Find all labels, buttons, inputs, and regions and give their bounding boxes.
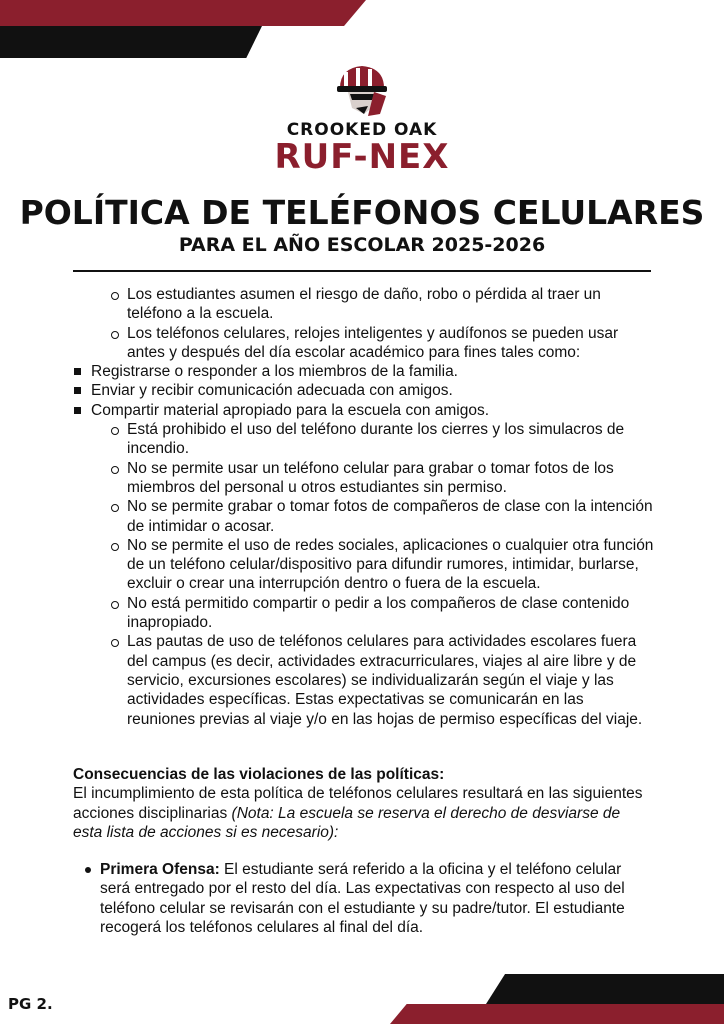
consequences-note: (Nota: La escuela se reserva el derecho de desviarse de esta lista de acciones si es necesario): bbox=[73, 804, 621, 841]
list-item: No está permitido compartir o pedir a los compañeros de clase contenido inapropiado. bbox=[0, 594, 724, 633]
brand-line-2: RUF-NEX bbox=[274, 137, 450, 177]
top-black-band bbox=[0, 26, 262, 58]
circle-bullet-icon bbox=[111, 543, 119, 551]
consequences-heading: Consecuencias de las violaciones de las políticas: bbox=[73, 766, 445, 783]
list-item: Enviar y recibir comunicación adecuada con amigos. bbox=[0, 381, 724, 400]
first-offense-item bbox=[100, 860, 648, 937]
consequences-section bbox=[73, 765, 653, 842]
disc-bullet-icon bbox=[85, 867, 91, 873]
circle-bullet-icon bbox=[111, 601, 119, 609]
page-subtitle: PARA EL AÑO ESCOLAR 2025-2026 bbox=[178, 234, 546, 256]
consequences-intro: El incumplimiento de esta política de teléfonos celulares resultará en las siguientes acciones disciplinarias (Nota: La escuela se reserva el derecho de desviarse de esta lista de acciones si es necesario): bbox=[73, 785, 643, 841]
bottom-black-band bbox=[486, 974, 724, 1004]
offense-text: El estudiante será referido a la oficina y el teléfono celular será entregado por el resto del día. Las expectativas con respecto al uso del teléfono celular se revisarán con el estudiante y su padre/tutor. El estudiante recogerá los teléfonos celulares al final del día. bbox=[100, 861, 625, 936]
school-logo bbox=[0, 62, 724, 177]
list-item: Registrarse o responder a los miembros de la familia. bbox=[0, 362, 724, 381]
list-item: Está prohibido el uso del teléfono durante los cierres y los simulacros de incendio. bbox=[0, 420, 724, 459]
list-item: No se permite usar un teléfono celular para grabar o tomar fotos de los miembros del personal u otros estudiantes sin permiso. bbox=[0, 459, 724, 498]
list-item: Los estudiantes asumen el riesgo de daño, robo o pérdida al traer un teléfono a la escuela. bbox=[0, 285, 724, 324]
policy-list bbox=[0, 285, 724, 729]
square-bullet-icon bbox=[74, 407, 81, 414]
page-number: PG 2. bbox=[8, 995, 53, 1013]
circle-bullet-icon bbox=[111, 466, 119, 474]
title-divider bbox=[73, 270, 651, 272]
top-red-band bbox=[0, 0, 366, 26]
circle-bullet-icon bbox=[111, 331, 119, 339]
list-item: Las pautas de uso de teléfonos celulares para actividades escolares fuera del campus (es decir, actividades extracurriculares, viajes al aire libre y de servicio, excursiones escolares) se individualizarán según el viaje y las actividades específicas. Estas expectativas se comunicarán en las reuniones previas al viaje y/o en las hojas de permiso específicas del viaje. bbox=[0, 632, 724, 728]
circle-bullet-icon bbox=[111, 639, 119, 647]
square-bullet-icon bbox=[74, 368, 81, 375]
circle-bullet-icon bbox=[111, 504, 119, 512]
page-title: POLÍTICA DE TELÉFONOS CELULARES bbox=[19, 193, 705, 232]
list-item: Los teléfonos celulares, relojes inteligentes y audífonos se pueden usar antes y después del día escolar académico para fines tales como: bbox=[0, 324, 724, 363]
list-item: No se permite el uso de redes sociales, aplicaciones o cualquier otra función de un teléfono celular/dispositivo para difundir rumores, intimidar, burlarse, excluir o crear una interrupción dentro o fuera de la escuela. bbox=[0, 536, 724, 594]
square-bullet-icon bbox=[74, 387, 81, 394]
mascot-hardhat-icon bbox=[334, 62, 390, 118]
circle-bullet-icon bbox=[111, 427, 119, 435]
offense-label: Primera Ofensa: bbox=[100, 861, 220, 878]
list-item: Compartir material apropiado para la escuela con amigos. bbox=[0, 401, 724, 420]
bottom-red-band bbox=[390, 1004, 724, 1024]
brand-line-1: CROOKED OAK bbox=[286, 120, 438, 140]
circle-bullet-icon bbox=[111, 292, 119, 300]
list-item: No se permite grabar o tomar fotos de compañeros de clase con la intención de intimidar o acosar. bbox=[0, 497, 724, 536]
